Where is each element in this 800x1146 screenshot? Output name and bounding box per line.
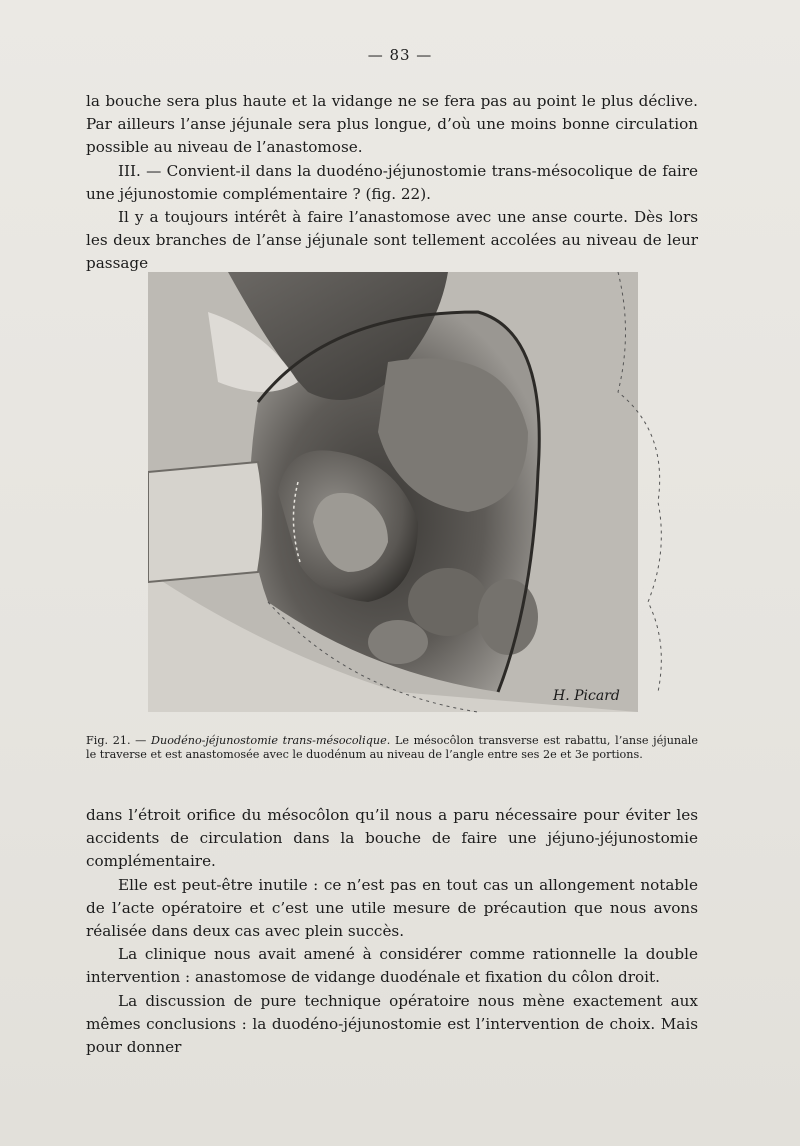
dotted-outline xyxy=(148,272,678,722)
paragraph: La discussion de pure technique opératoire nous mène exactement aux mêmes conclusions : la duodéno-jéjunostomie est l’intervention de choix. Mais pour donner xyxy=(86,991,698,1057)
paragraph: la bouche sera plus haute et la vidange ne se fera pas au point le plus déclive. Par ailleurs l’anse jéjunale sera plus longue, d’où une moins bonne circulation possible au niveau de l’anastomose. xyxy=(86,92,698,157)
paragraph: dans l’étroit orifice du mésocôlon qu’il nous a paru nécessaire pour éviter les accidents de circulation dans la bouche de faire une jéjuno-jéjunostomie complémentaire. xyxy=(86,806,698,871)
paragraph: La clinique nous avait amené à considérer comme rationnelle la double intervention : anastomose de vidange duodénale et fixation du côlon droit. xyxy=(86,945,698,987)
figure-caption xyxy=(86,734,698,762)
figure-title: Duodéno-jéjunostomie trans-mésocolique. xyxy=(151,734,391,747)
page-number: — 83 — xyxy=(367,46,433,64)
top-text-block xyxy=(86,90,698,276)
paragraph: Elle est peut-être inutile : ce n’est pas en tout cas un allongement notable de l’acte opératoire et c’est une utile mesure de précaution que nous avons réalisée dans deux cas avec plein succès. xyxy=(86,875,698,941)
illustrator-signature: H. Picard xyxy=(553,688,620,704)
paragraph: Il y a toujours intérêt à faire l’anastomose avec une anse courte. Dès lors les deux branches de l’anse jéjunale sont tellement accolées au niveau de leur passage xyxy=(86,208,698,273)
paragraph: III. — Convient-il dans la duodéno-jéjunostomie trans-mésocolique de faire une jéjunostomie complémentaire ? (fig. 22). xyxy=(86,161,698,203)
bottom-text-block xyxy=(86,804,698,1059)
figure-caption-text: Le mésocôlon transverse est rabattu, l’anse jéjunale le traverse et est anastomosée avec le duodénum au niveau de l’angle entre ses 2e et 3e portions. xyxy=(86,734,698,761)
figure-number: Fig. 21. — xyxy=(86,734,147,747)
